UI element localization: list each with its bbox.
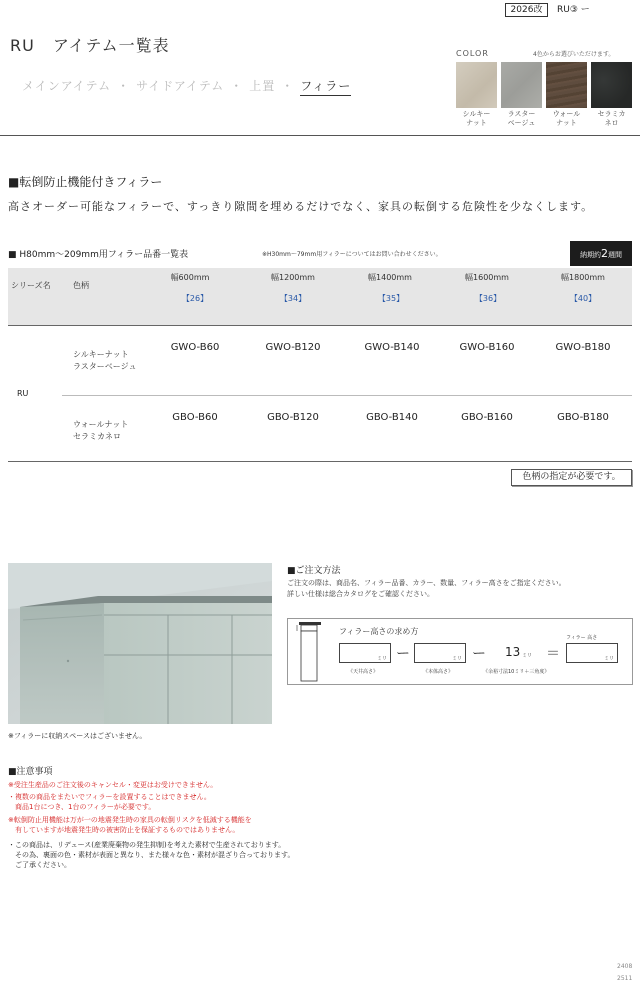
nav-item-top[interactable]: 上置	[249, 79, 276, 93]
equals-sign: ＝	[546, 646, 560, 662]
revision-badge: 2026改	[505, 3, 548, 17]
color-note: 4色からお選びいただけます。	[533, 51, 615, 58]
title-text: アイテム一覧表	[52, 36, 170, 55]
product-code: GWO-B60	[170, 342, 220, 353]
order-title: ■ご注文方法	[287, 566, 341, 576]
row-color: ウォールナット セラミカネロ	[73, 420, 129, 441]
swatch-name: ラスター ベージュ	[507, 110, 536, 127]
filler-photo	[8, 563, 272, 724]
result-label: フィラー 高さ	[566, 635, 598, 641]
title-code: RU	[10, 36, 35, 55]
table-rule	[62, 395, 632, 396]
col-size-number: 【40】	[569, 294, 597, 303]
col-color: 色柄	[73, 281, 89, 290]
nav-item-main[interactable]: メインアイテム	[22, 79, 112, 93]
table-title: ■ H80mm～209mm用フィラー品番一覧表	[8, 250, 189, 260]
section-title: ■転倒防止機能付きフィラー	[8, 175, 163, 189]
margin-constant: 13	[505, 645, 521, 659]
swatch-silky-nut	[456, 62, 497, 108]
margin-caption: 《余裕寸法10ミリ＋三角度》	[483, 669, 550, 675]
product-code: GWO-B140	[364, 342, 420, 353]
product-code: GWO-B120	[265, 342, 321, 353]
product-code: GBO-B180	[557, 412, 609, 423]
minus-sign: ー	[396, 646, 410, 662]
col-size-number: 【26】	[181, 294, 209, 303]
minus-sign: ー	[472, 646, 486, 662]
caution-line: ※受注生産品のご注文後のキャンセル・変更はお受けできません。	[8, 781, 218, 789]
col-size: 幅1200mm	[271, 273, 315, 282]
swatch-name: シルキー ナット	[462, 110, 491, 127]
color-required-note: 色柄の指定が必要です。	[511, 469, 632, 486]
caution-line: ・この商品は、リデュース(産業廃棄物の発生抑制)を考えた素材で生産されております。	[8, 841, 286, 849]
category-nav	[22, 77, 351, 94]
nav-separator: ・	[281, 79, 295, 93]
swatch-name: セラミカ ネロ	[597, 110, 626, 127]
divider	[0, 135, 640, 136]
nav-item-filler[interactable]: フィラー	[300, 79, 351, 96]
col-size: 幅600mm	[170, 273, 210, 282]
caution-line: 商品1台につき、1台のフィラーが必要です。	[8, 803, 156, 811]
nav-separator: ・	[117, 79, 131, 93]
unit-label: ミリ	[522, 653, 533, 659]
swatch-luster-beige	[501, 62, 542, 108]
product-code: GBO-B140	[366, 412, 418, 423]
table-note: ※H30mm～79mm用フィラーについてはお問い合わせください。	[262, 251, 442, 258]
section-description: 高さオーダー可能なフィラーで、すっきり隙間を埋めるだけでなく、家具の転倒する危険性を少なくします。	[8, 200, 594, 213]
unit-label: ミリ	[604, 656, 615, 662]
col-size-number: 【34】	[279, 294, 307, 303]
col-size: 幅1600mm	[465, 273, 509, 282]
filler-photo-illustration	[8, 563, 272, 724]
col-series: シリーズ名	[11, 281, 51, 290]
caution-line: ご了承ください。	[8, 861, 71, 869]
caution-title: ■注意事項	[8, 767, 53, 777]
caution-line: ※転倒防止用機能は万が一の地震発生時の家具の転倒リスクを低減する機能を	[8, 816, 252, 824]
page-number: 2511	[617, 975, 633, 982]
series-name: RU	[17, 389, 29, 398]
table-rule	[8, 325, 632, 326]
ceiling-height-caption: 《天井高さ》	[348, 669, 379, 675]
formula-title: フィラー高さの求め方	[339, 627, 419, 636]
swatch-ceramica-nero	[591, 62, 632, 108]
lead-time-badge: 納期約2週間	[570, 241, 632, 266]
table-rule	[8, 461, 632, 462]
page-number: 2408	[617, 963, 633, 970]
col-size-number: 【36】	[474, 294, 502, 303]
swatch-walnut	[546, 62, 587, 108]
product-code: GBO-B60	[172, 412, 218, 423]
photo-note: ※フィラーに収納スペースはございません。	[8, 732, 147, 740]
caution-line: 有していますが地震発生時の被害防止を保証するものではありません。	[8, 826, 240, 834]
product-code: GWO-B160	[459, 342, 515, 353]
filler-diagram-icon	[293, 622, 329, 684]
col-size-number: 【35】	[377, 294, 405, 303]
unit-label: ミリ	[452, 656, 463, 662]
caution-line: その為、裏面の色・素材が表面と異なり、また様々な色・素材が混ざり合っております。	[8, 851, 295, 859]
col-size: 幅1800mm	[561, 273, 605, 282]
caution-line: ・複数の商品をまたいでフィラーを設置することはできません。	[8, 793, 211, 801]
col-size: 幅1400mm	[368, 273, 412, 282]
product-code: GWO-B180	[555, 342, 611, 353]
nav-item-side[interactable]: サイドアイテム	[136, 79, 225, 93]
unit-label: ミリ	[377, 656, 388, 662]
order-description: ご注文の際は、商品名、フィラー品番、カラー、数量、フィラー高さをご指定ください。 詳しい仕様は総合カタログをご確認ください。	[287, 579, 566, 598]
page-code: RU③ ー	[557, 5, 590, 15]
swatch-name: ウォール ナット	[552, 110, 581, 127]
color-label: COLOR	[456, 49, 489, 58]
row-color: シルキーナット ラスターベージュ	[73, 350, 137, 371]
body-height-caption: 《本体高さ》	[423, 669, 454, 675]
page-title	[10, 33, 170, 56]
nav-separator: ・	[230, 79, 244, 93]
product-code: GBO-B120	[267, 412, 319, 423]
product-code: GBO-B160	[461, 412, 513, 423]
